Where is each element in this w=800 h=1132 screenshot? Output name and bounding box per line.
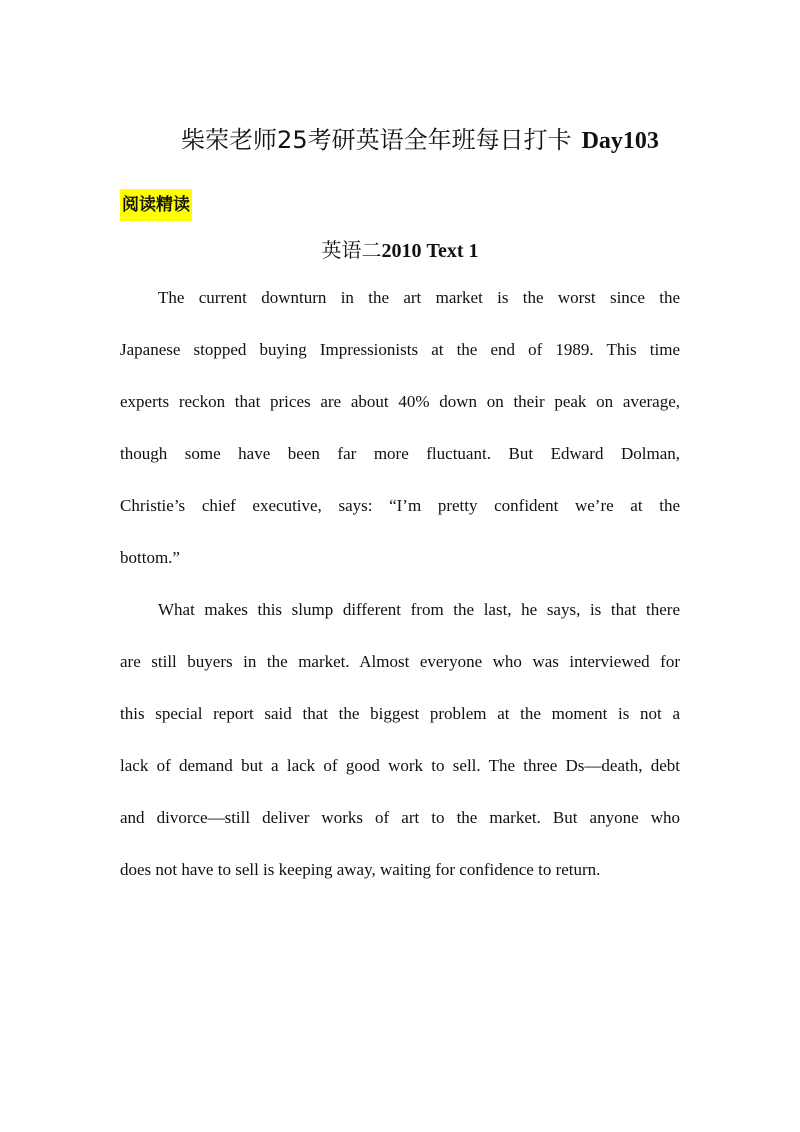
paragraph-line: though some have been far more fluctuant. But Edward Dolman, <box>120 444 680 463</box>
paragraph-line: bottom.” <box>120 548 180 567</box>
paragraph-line: The current downturn in the art market is the worst since the <box>158 288 680 307</box>
paragraph-line: Christie’s chief executive, says: “I’m pretty confident we’re at the <box>120 496 680 515</box>
paragraph-line: What makes this slump different from the last, he says, is that there <box>158 600 680 619</box>
paragraph-line: experts reckon that prices are about 40% down on their peak on average, <box>120 392 680 411</box>
page-title-chinese: 柴荣老师25考研英语全年班每日打卡 <box>181 126 572 154</box>
section-tag-highlight: 阅读精读 <box>120 189 192 221</box>
paragraph-line: does not have to sell is keeping away, waiting for confidence to return. <box>120 860 601 879</box>
page-title-day: Day103 <box>581 128 659 154</box>
page-title <box>0 122 800 159</box>
passage-title-english: 2010 Text 1 <box>381 240 479 262</box>
paragraph-1 <box>120 287 680 599</box>
paragraph-line: are still buyers in the market. Almost everyone who was interviewed for <box>120 652 680 671</box>
paragraph-line: and divorce—still deliver works of art to the market. But anyone who <box>120 808 680 827</box>
passage-title-chinese: 英语二 <box>321 238 382 262</box>
passage-title <box>0 234 800 267</box>
paragraph-line: lack of demand but a lack of good work to sell. The three Ds—death, debt <box>120 756 680 775</box>
paragraph-2 <box>120 599 680 911</box>
paragraph-line: Japanese stopped buying Impressionists at the end of 1989. This time <box>120 340 680 359</box>
paragraph-line: this special report said that the biggest problem at the moment is not a <box>120 704 680 723</box>
